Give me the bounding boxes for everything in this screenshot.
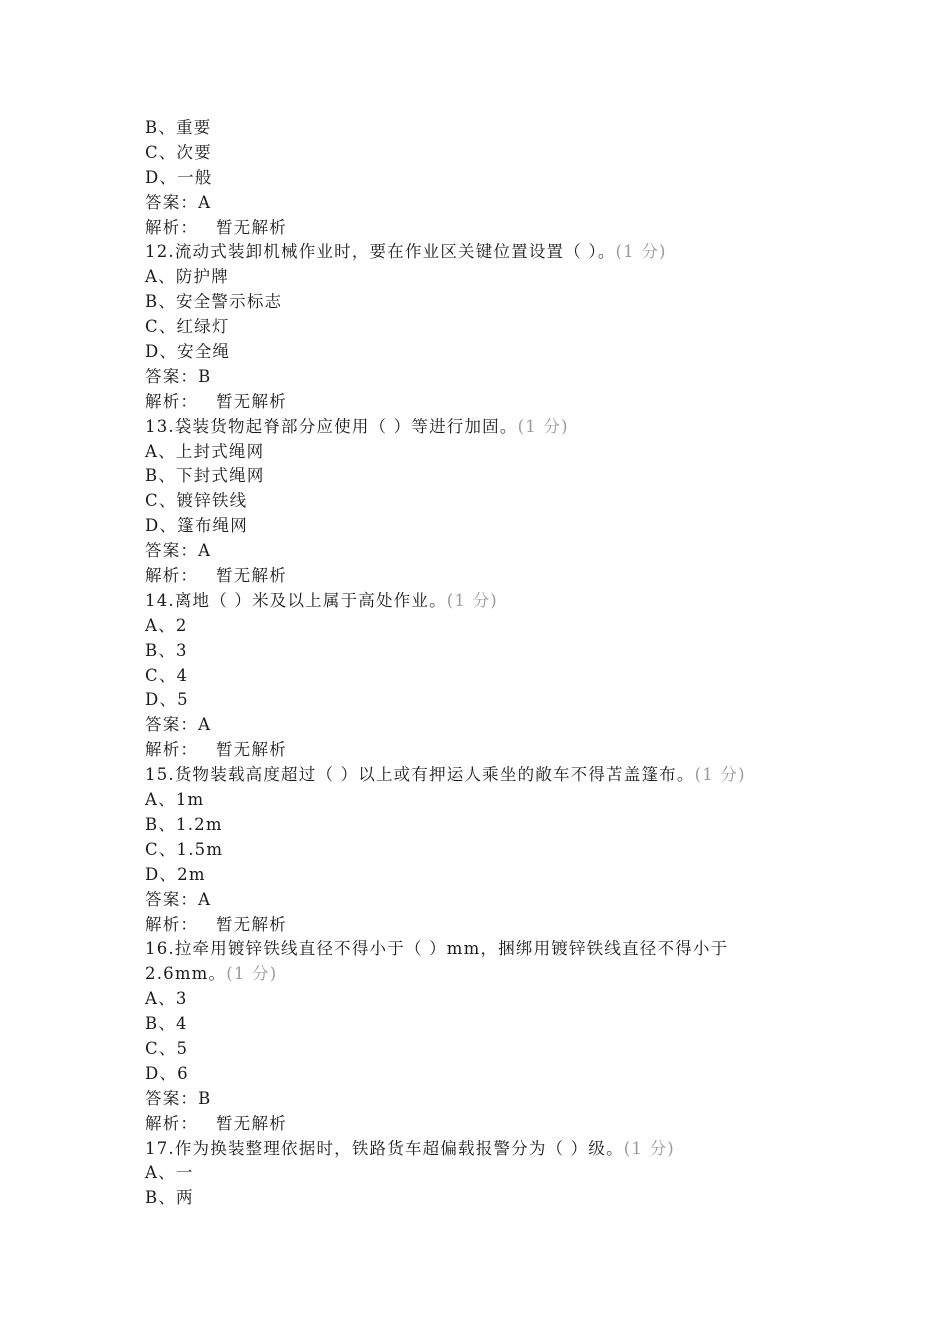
question-stem: 17.作为换装整理依据时，铁路货车超偏载报警分为（ ）级。 bbox=[145, 1138, 624, 1158]
option-item: D、安全绳 bbox=[145, 342, 231, 362]
analysis-label: 解析： bbox=[145, 914, 199, 934]
answer-line bbox=[145, 365, 865, 390]
analysis-line bbox=[145, 738, 865, 763]
option-item: B、3 bbox=[145, 640, 188, 660]
option-item: A、3 bbox=[145, 989, 188, 1009]
question-text bbox=[145, 240, 865, 265]
option-item: D、篷布绳网 bbox=[145, 516, 248, 536]
analysis-label: 解析： bbox=[145, 1113, 199, 1133]
option-item: D、一般 bbox=[145, 167, 213, 187]
option-item: C、4 bbox=[145, 665, 189, 685]
option-item: D、5 bbox=[145, 690, 189, 710]
analysis-line bbox=[145, 564, 865, 589]
answer-label: 答案： bbox=[145, 715, 199, 735]
option-item: B、下封式绳网 bbox=[145, 466, 265, 486]
option-item: A、上封式绳网 bbox=[145, 441, 265, 461]
answer-value: A bbox=[198, 192, 212, 212]
question-stem: 15.货物装载高度超过（ ）以上或有押运人乘坐的敞车不得苫盖篷布。 bbox=[145, 765, 695, 785]
option-item: A、2 bbox=[145, 615, 188, 635]
analysis-line bbox=[145, 1112, 865, 1137]
answer-value: A bbox=[198, 889, 212, 909]
question-stem: 12.流动式装卸机械作业时，要在作业区关键位置设置（ ）。 bbox=[145, 242, 616, 262]
answer-line bbox=[145, 539, 865, 564]
answer-value: B bbox=[198, 1088, 212, 1108]
analysis-value: 暂无解析 bbox=[216, 566, 287, 586]
option-item: C、1.5m bbox=[145, 839, 224, 859]
answer-label: 答案： bbox=[145, 1088, 199, 1108]
option-item: D、6 bbox=[145, 1063, 189, 1083]
option-item: B、安全警示标志 bbox=[145, 292, 283, 312]
question-stem: 13.袋装货物起脊部分应使用（ ）等进行加固。 bbox=[145, 416, 518, 436]
option-item: B、4 bbox=[145, 1014, 188, 1034]
document-page bbox=[145, 116, 865, 1211]
answer-label: 答案： bbox=[145, 541, 199, 561]
question-text bbox=[145, 589, 865, 614]
answer-value: A bbox=[198, 715, 212, 735]
analysis-value: 暂无解析 bbox=[216, 217, 287, 237]
question-text bbox=[145, 415, 865, 440]
analysis-line bbox=[145, 913, 865, 938]
option-item: B、重要 bbox=[145, 118, 212, 137]
analysis-value: 暂无解析 bbox=[216, 740, 287, 760]
question-score: (1 分) bbox=[226, 964, 278, 984]
option-item: A、防护牌 bbox=[145, 267, 229, 287]
option-item: A、1m bbox=[145, 790, 205, 810]
analysis-label: 解析： bbox=[145, 391, 199, 411]
analysis-line bbox=[145, 216, 865, 241]
answer-label: 答案： bbox=[145, 366, 199, 386]
analysis-value: 暂无解析 bbox=[216, 1113, 287, 1133]
analysis-label: 解析： bbox=[145, 740, 199, 760]
question-score: (1 分) bbox=[694, 765, 746, 785]
option-item: B、1.2m bbox=[145, 814, 223, 834]
question-text bbox=[145, 1137, 865, 1162]
analysis-value: 暂无解析 bbox=[216, 914, 287, 934]
question-score: (1 分) bbox=[623, 1138, 675, 1158]
option-item: D、2m bbox=[145, 864, 206, 884]
analysis-line bbox=[145, 390, 865, 415]
option-item: C、5 bbox=[145, 1038, 189, 1058]
answer-line bbox=[145, 713, 865, 738]
question-score: (1 分) bbox=[615, 242, 667, 262]
question-text bbox=[145, 937, 785, 987]
answer-line bbox=[145, 191, 865, 216]
question-stem: 16.拉牵用镀锌铁线直径不得小于（ ）mm，捆绑用镀锌铁线直径不得小于 2.6mm。 bbox=[145, 939, 729, 984]
answer-value: B bbox=[198, 366, 212, 386]
answer-line bbox=[145, 1087, 865, 1112]
option-item: C、次要 bbox=[145, 142, 212, 162]
analysis-label: 解析： bbox=[145, 217, 199, 237]
option-item: C、镀锌铁线 bbox=[145, 491, 248, 511]
answer-label: 答案： bbox=[145, 889, 199, 909]
question-stem: 14.离地（ ）米及以上属于高处作业。 bbox=[145, 590, 447, 610]
analysis-label: 解析： bbox=[145, 566, 199, 586]
question-score: (1 分) bbox=[517, 416, 569, 436]
option-item: B、两 bbox=[145, 1188, 194, 1208]
option-item: A、一 bbox=[145, 1163, 194, 1183]
option-item: C、红绿灯 bbox=[145, 317, 230, 337]
question-text bbox=[145, 763, 865, 788]
analysis-value: 暂无解析 bbox=[216, 391, 287, 411]
answer-line bbox=[145, 888, 865, 913]
question-score: (1 分) bbox=[446, 590, 498, 610]
answer-label: 答案： bbox=[145, 192, 199, 212]
answer-value: A bbox=[198, 541, 212, 561]
